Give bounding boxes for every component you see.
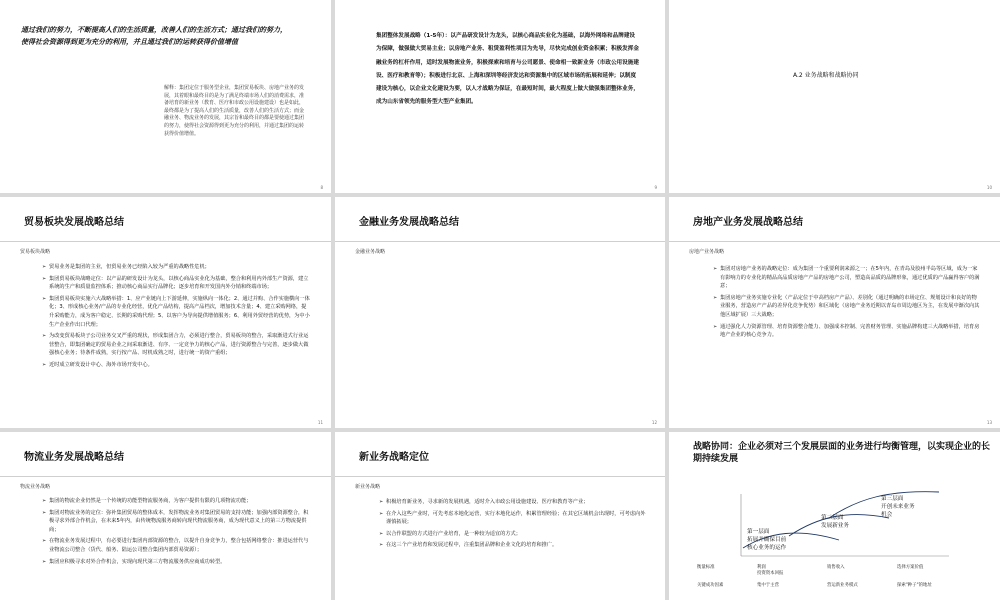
bullet-item: ➢ 集团应积极寻求对外合作机会，实现向现代第三方物流服务供应商成功转型。 xyxy=(42,558,310,567)
divider xyxy=(335,476,665,477)
bullet-item: ➢ 积极培育新业务，寻求新的发展机遇，适时介入市政公用设施建设、医疗和教育等产业； xyxy=(379,498,647,507)
divider xyxy=(335,241,665,242)
bullet-list xyxy=(42,497,310,569)
slide-subhead: 新业务战略 xyxy=(355,484,381,490)
slide-6[interactable] xyxy=(669,197,1000,428)
bullet-item: ➢ 集团贸易板块实施六大战略举措：1、应产业链向上下游延伸，实施纵向一体化；2、通过并购、合作实施横向一体化；3、形成核心业务/产品的专业化经营，优化产品结构，提高产品档次，增加技术含量；4、建立采购网络，提升采购能力，成为客户稳定、长期的采购代理；5、以客户为导向提供增值服务；6、利用外贸经营的优势，为中小生产企业作出口代理； xyxy=(42,295,310,329)
horizon-3-label: 第三层面 开创未来业务 机会 xyxy=(881,496,915,518)
slide-9[interactable] xyxy=(669,432,1000,600)
bullet-item: ➢ 集团的物流企业仍然是一个传统的功能型物流服务商，为客户提供有限的几项物流功能； xyxy=(42,497,310,506)
bullet-item: ➢ 集团对房地产业务的战略定位：成为集团一个重要利润来源之一；在5年内，在青岛及胶州半岛等区域，成为一家有影响力的专业化的精品高品质房地产产品的房地产公司，塑造高品质的品牌形象，通过优质的产品赢得客户的满意； xyxy=(713,265,981,291)
table-cell: 衡量标准 xyxy=(697,565,715,570)
table-cell: 利润 投资资本回报 xyxy=(757,565,784,576)
slide-title: 金融业务发展战略总结 xyxy=(359,217,459,228)
bullet-item: ➢ 在这三个产业培育和发展过程中，注重集团品牌和企业文化的培育和推广。 xyxy=(379,541,647,550)
table-cell: 选择方案价值 xyxy=(897,565,924,570)
table-cell: 销售收入 xyxy=(827,565,845,570)
slide-4[interactable] xyxy=(0,197,331,428)
horizon-2-label: 第二层面 发展新业务 xyxy=(821,515,849,529)
vision-explanation: 解释：集团定位于服务型企业，集团贸易板块、房地产业务的发展，其着眼和最终目的是为了满足终端市场人们的消费需求，准备培育的新业务（教育、医疗和市政公用设施建设）也是如此，最终都是为了提高人们的生活质量，改善人们的生活方式；而金融业务、物流业务的发展，其宗旨和最终目的都是要使通过集团的努力，使得社会资源得到更为充分的利用，并通过集团的运转获得价值增值。 xyxy=(164,85,305,137)
slide-title: 房地产业务发展战略总结 xyxy=(693,217,803,228)
bullet-list xyxy=(713,265,981,343)
slide-3[interactable] xyxy=(669,0,1000,193)
bullet-item: ➢ 贸易业务是集团的主业，但贸易业务已经陷入较为严重的战略性危机； xyxy=(42,263,310,272)
slide-title: 物流业务发展战略总结 xyxy=(24,452,124,463)
slide-subhead: 房地产业务战略 xyxy=(689,249,725,255)
vision-headline: 通过我们的努力，不断提高人们的生活质量，改善人们的生活方式；通过我们的努力，使得社会资源得到更为充分的利用，并且通过我们的运转获得价值增值 xyxy=(21,25,287,46)
page-number: 13 xyxy=(986,420,992,425)
slide-7[interactable] xyxy=(0,432,331,600)
slide-1[interactable] xyxy=(0,0,331,193)
slide-8[interactable] xyxy=(335,432,665,600)
divider xyxy=(0,241,331,242)
table-cell: 营运新业务模式 xyxy=(827,583,858,588)
slide-5[interactable] xyxy=(335,197,665,428)
slide-subhead: 贸易板块战略 xyxy=(20,249,51,255)
bullet-item: ➢ 近时成立研发设计中心、海外市场开发中心。 xyxy=(42,361,310,370)
section-label: A.2 业务战略和战略协同 xyxy=(793,72,859,79)
bullet-item: ➢ 在介入这些产业时，可先考虑本地化运营，实行本地化运作，积累管理经验；在其它区域机会出现时，可考虑向外谨慎拓展； xyxy=(379,510,647,527)
page-number: 8 xyxy=(320,185,323,190)
divider xyxy=(0,476,331,477)
page-number: 12 xyxy=(651,420,657,425)
bullet-item: ➢ 集团贸易板块战略定位：以产品的研发设计为龙头，以核心商品实业化为基础，整合和利用内外部生产资源，建立系统的生产和质量监控体系；推动核心商品实行品牌化；逐步培育和开发国内外分销和终端市场； xyxy=(42,275,310,292)
table-cell: 探索"种子"的地址 xyxy=(897,583,932,588)
bullet-list xyxy=(379,498,647,553)
horizon-1-label: 第一层面 拓展并确保目前 核心业务的运作 xyxy=(747,529,787,551)
table-cell: 关键成功因素 xyxy=(697,583,724,588)
divider xyxy=(669,241,1000,242)
slide-title: 战略协同：企业必须对三个发展层面的业务进行均衡管理，以实现企业的长期持续发展 xyxy=(693,442,991,464)
table-cell: 集中于主营 xyxy=(757,583,779,588)
bullet-item: ➢ 通过强化人力资源管理、培育资源整合能力、加强成本控制、完善财务管理、实施品牌构建三大战略举措，培育房地产企业的核心竞争力。 xyxy=(713,323,981,340)
slide-subhead: 金融业务战略 xyxy=(355,249,386,255)
table-row xyxy=(697,564,997,576)
bullet-item: ➢ 以合作联盟的方式进行产业培育，是一种较为适宜的方式； xyxy=(379,530,647,539)
bullet-list xyxy=(42,263,310,373)
bullet-item: ➢ 为改变贸易板块子公司业务交叉严重的现状，形成集团合力，必须进行整合，贸易板块的整合，采取渐进式行业运营整合，即集团确定的贸易企业之间采取渐进、有序、一定竞争力的核心产品，进行资源整合与完善，逐步做大做强核心业务；待条件成熟，实行按产品、时机成熟之时，进行统一的资产重组； xyxy=(42,332,310,358)
page-number: 9 xyxy=(654,185,657,190)
slide-title: 新业务战略定位 xyxy=(359,452,429,463)
overall-strategy-text: 集团整体发展战略（1-5年）：以产品研发设计为龙头，以核心商品实业化为基础，以海外网络和品牌建设为保障，做强做大贸易主业；以房地产业务、租赁盈利性项目为先导，尽快完成创业资金积累；积极发挥金融业务的杠杆作用，适时发展物流业务，积极探索和培育与公司愿景、使命相一致新业务（市政公用设施建设、医疗和教育等）；积极进行北京、上海和深圳等经济发达和资源集中的区域市场的拓展和延伸；以制度建设为核心，以企业文化建设为要，以人才战略为保证，在最短时间，最大程度上做大做强集团整体业务，成为山东省领先的服务型大型产业集团。 xyxy=(376,33,639,106)
bullet-item: ➢ 在物流业务发展过程中，有必要进行集团内部资源的整合，以提升自身竞争力，整合包括网络整合：推进运营代与业物流公司整合（货代、船务、陆运公司整合集团内部贸易资源）； xyxy=(42,537,310,554)
slide-subhead: 物流业务战略 xyxy=(20,484,51,490)
bullet-item: ➢ 集团房地产业务实施专业化（产品定位于中高档房产产品）、差别化（通过明确的市场定位、规划设计和良好的物业服务，营造房产产品的差异化竞争优势）和区域化（房地产业务近期以青岛市周边地区为主，在发展中渐次向其他区域扩展）三大战略； xyxy=(713,294,981,320)
page-number: 11 xyxy=(317,420,323,425)
table-row xyxy=(697,582,997,588)
bullet-item: ➢ 集团对物流业务的定位：弥补集团贸易的整体成本，发挥物流业务对集团贸易的支持功能；加强内部资源整合，积极寻求外部合作机会，在未来5年内，由传统物流服务商转向现代物流服务商，成为现代意义上的第三方物流提供商； xyxy=(42,509,310,535)
slide-2[interactable] xyxy=(335,0,665,193)
page-number: 10 xyxy=(986,185,992,190)
slide-title: 贸易板块发展战略总结 xyxy=(24,217,124,228)
